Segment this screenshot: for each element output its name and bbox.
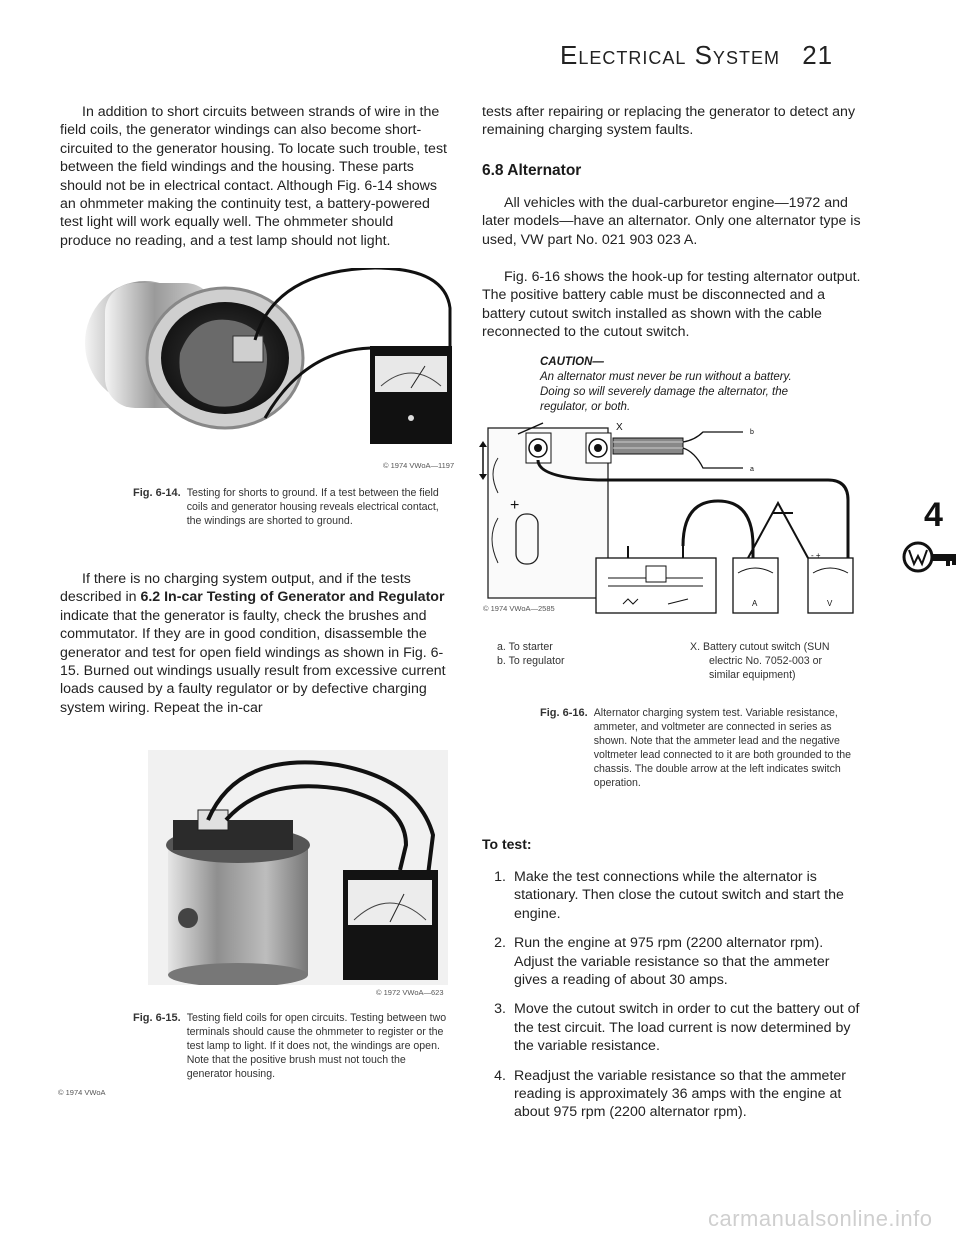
test-step-2: 2. Run the engine at 975 rpm (2200 alternator rpm). Adjust the variable resistance so that the ammeter gives a reading of about 30 amps.	[494, 935, 830, 989]
fig-6-14-credit: © 1974 VWoA—1197	[383, 461, 455, 470]
fig-6-14-caption-text: Testing for shorts to ground. If a test between the field coils and generator housing reveals electrical contact, the windings are shorted to ground.	[186, 487, 439, 527]
lead-b-label: b	[750, 429, 754, 436]
left-paragraph-1: In addition to short circuits between strands of wire in the field coils, the generator windings can also become short-circuited to the generator housing. To locate such trouble, test between the field windings and the housing. These parts should not be in electrical contact. Although Fig. 6-14 shows an ohmmeter making the continuity test, a battery-powered test light will work equally well. The ohmmeter should produce no reading, and a test lamp should not light.	[60, 104, 447, 249]
terminal-plus-label: +	[510, 497, 520, 514]
fig-6-16-label: Fig. 6-16.	[540, 707, 588, 719]
fig-6-16-caption-text: Alternator charging system test. Variable resistance, ammeter, and voltmeter are connected in series as shown. Note that the ammeter lead and the negative voltmeter lead connected to it are both grounded to the chassis. The double arrow at the left indicates switch operation.	[593, 707, 852, 789]
fig-6-15-credit: © 1972 VWoA—623	[376, 988, 444, 997]
legend-x-1: X. Battery cutout switch (SUN	[690, 641, 830, 653]
fig-6-14-label: Fig. 6-14.	[133, 487, 181, 499]
lead-a-label: a	[750, 466, 754, 473]
fig-6-16-legend-left	[497, 640, 667, 668]
page-number: 21	[802, 40, 834, 70]
test-step-1: 1. Make the test connections while the alternator is stationary. Then close the cutout switch and start the engine.	[494, 869, 844, 922]
right-paragraph-alt-2: Fig. 6-16 shows the hook-up for testing alternator output. The positive battery cable must be disconnected and a battery cutout switch installed as shown with the cable reconnected to the cutout switch.	[482, 269, 861, 341]
switch-x-label: X	[616, 422, 623, 433]
to-test-heading: To test:	[482, 836, 532, 852]
fig-6-16-credit: © 1974 VWoA—2585	[483, 604, 555, 613]
legend-x-2: electric No. 7052-003 or	[709, 655, 823, 667]
test-step-3: 3. Move the cutout switch in order to cut the battery out of the test circuit. The load current is now determined by the variable resistance.	[494, 1001, 860, 1055]
test-steps	[484, 868, 862, 1133]
fig-6-16-caption	[540, 706, 862, 790]
right-paragraph-continued: tests after repairing or replacing the generator to detect any remaining charging system faults.	[482, 104, 856, 139]
caution-text: An alternator must never be run without a battery. Doing so will severely damage the alternator, the regulator, or both.	[540, 371, 792, 413]
fig-6-16-legend-right	[690, 640, 865, 682]
fig-6-15-caption-text: Testing field coils for open circuits. Testing between two terminals should cause the ohmmeter to register or the test lamp to light. If it does not, the windings are open. Note that the positive brush must not touch the generator housing.	[186, 1012, 447, 1080]
fig-6-14-caption	[133, 486, 451, 528]
watermark: carmanualsonline.info	[708, 1206, 933, 1231]
vw-key-logo-icon	[902, 540, 958, 574]
chapter-tab-number: 4	[924, 496, 943, 534]
ammeter-label: A	[752, 599, 758, 608]
voltmeter-terminals-label: - +	[811, 551, 821, 560]
right-paragraph-alt-1: All vehicles with the dual-carburetor engine—1972 and later models—have an alternator. Only one alternator type is used, VW part No. 021 903 023 A.	[482, 195, 861, 248]
fig-6-16-diagram	[478, 418, 868, 618]
fig-6-15-label: Fig. 6-15.	[133, 1012, 181, 1024]
fig-6-14-photo	[75, 268, 460, 458]
test-step-4: 4. Readjust the variable resistance so that the ammeter reading is approximately 36 amps with the engine at about 975 rpm (2200 alternator rpm).	[494, 1067, 846, 1121]
legend-a: a. To starter	[497, 641, 553, 653]
page-header	[560, 40, 890, 71]
legend-x-3: similar equipment)	[709, 669, 796, 681]
header-title: Electrical System	[560, 40, 780, 70]
footer-credit: © 1974 VWoA	[58, 1088, 106, 1097]
left-paragraph-2: If there is no charging system output, and if the tests described in 6.2 In-car Testing of Generator and Regulator indicate that the generator is faulty, check the brushes and commutator. If they are in good condition, disassemble the generator and test for open field windings as shown in Fig. 6-15. Burned out windings usually result from excessive current loads caused by a faulty regulator or by defective charging system wiring. Repeat the in-car	[60, 571, 446, 716]
fig-6-15-caption	[133, 1011, 451, 1081]
fig-6-15-photo	[148, 750, 448, 985]
section-reference: 6.2 In-car Testing of Generator and Regulator	[140, 589, 445, 606]
caution-title: CAUTION—	[540, 356, 604, 368]
legend-b: b. To regulator	[497, 655, 565, 667]
voltmeter-label: V	[827, 599, 833, 608]
caution-note	[540, 355, 815, 415]
section-heading-alternator: 6.8 Alternator	[482, 162, 582, 179]
